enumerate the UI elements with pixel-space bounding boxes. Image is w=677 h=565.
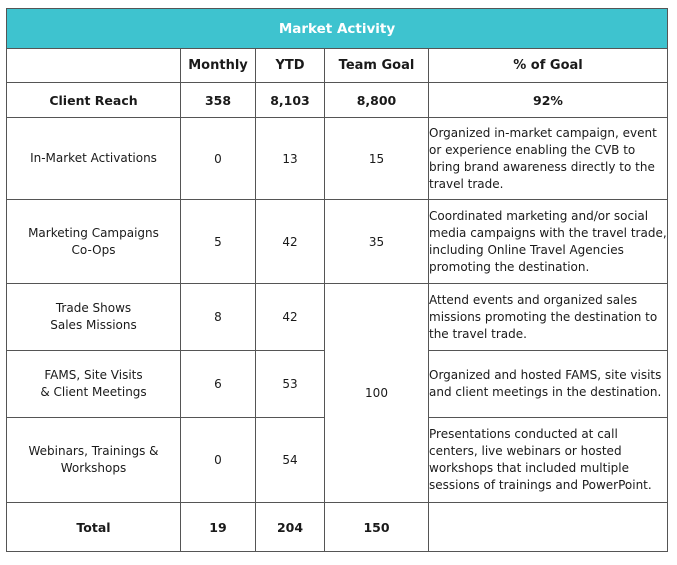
total-ytd: 204 xyxy=(256,503,325,552)
row-label xyxy=(7,284,181,351)
row-monthly: 5 xyxy=(181,200,256,284)
row-description: Attend events and organized sales missions promoting the destination to the travel trade. xyxy=(429,284,668,351)
market-activity-table xyxy=(6,8,668,552)
header-ytd: YTD xyxy=(256,49,325,83)
table-title: Market Activity xyxy=(7,9,668,49)
row-monthly: 0 xyxy=(181,418,256,503)
row-label-line: Marketing Campaigns xyxy=(28,225,159,240)
table-row xyxy=(7,200,668,284)
header-team-goal: Team Goal xyxy=(325,49,429,83)
client-reach-label: Client Reach xyxy=(7,83,181,118)
client-reach-ytd: 8,103 xyxy=(256,83,325,118)
client-reach-pct: 92% xyxy=(429,83,668,118)
row-ytd: 54 xyxy=(256,418,325,503)
row-label xyxy=(7,351,181,418)
row-ytd: 53 xyxy=(256,351,325,418)
total-label: Total xyxy=(7,503,181,552)
row-label-line: In-Market Activations xyxy=(30,151,157,165)
row-monthly: 0 xyxy=(181,118,256,200)
row-label-line: Trade Shows xyxy=(55,301,132,315)
row-ytd: 42 xyxy=(256,284,325,351)
header-pct-goal: % of Goal xyxy=(429,49,668,83)
client-reach-monthly: 358 xyxy=(181,83,256,118)
row-description: Organized and hosted FAMS, site visits and client meetings in the destination. xyxy=(429,351,668,418)
total-monthly: 19 xyxy=(181,503,256,552)
total-row xyxy=(7,503,668,552)
row-description: Coordinated marketing and/or social media campaigns with the travel trade, including Online Travel Agencies promoting the destination. xyxy=(429,200,668,284)
row-monthly: 8 xyxy=(181,284,256,351)
row-description: Organized in-market campaign, event or experience enabling the CVB to bring brand awareness directly to the travel trade. xyxy=(429,118,668,200)
merged-team-goal: 100 xyxy=(325,284,429,503)
client-reach-row xyxy=(7,83,668,118)
row-label-line: Workshops xyxy=(60,461,127,475)
row-ytd: 42 xyxy=(256,200,325,284)
row-goal: 15 xyxy=(325,118,429,200)
total-pct xyxy=(429,503,668,552)
row-label-line: Co-Ops xyxy=(71,242,116,257)
client-reach-goal: 8,800 xyxy=(325,83,429,118)
row-label xyxy=(7,418,181,503)
row-monthly: 6 xyxy=(181,351,256,418)
row-label-line: & Client Meetings xyxy=(40,385,147,399)
table-row xyxy=(7,118,668,200)
row-label xyxy=(7,118,181,200)
header-blank xyxy=(7,49,181,83)
row-label-line: Webinars, Trainings & xyxy=(28,444,159,458)
row-goal: 35 xyxy=(325,200,429,284)
header-row xyxy=(7,49,668,83)
row-ytd: 13 xyxy=(256,118,325,200)
row-label xyxy=(7,200,181,284)
row-description: Presentations conducted at call centers, live webinars or hosted workshops that included multiple sessions of trainings and PowerPoint. xyxy=(429,418,668,503)
header-monthly: Monthly xyxy=(181,49,256,83)
table-row xyxy=(7,284,668,351)
row-label-line: Sales Missions xyxy=(50,318,137,332)
row-label-line: FAMS, Site Visits xyxy=(44,368,143,382)
total-goal: 150 xyxy=(325,503,429,552)
